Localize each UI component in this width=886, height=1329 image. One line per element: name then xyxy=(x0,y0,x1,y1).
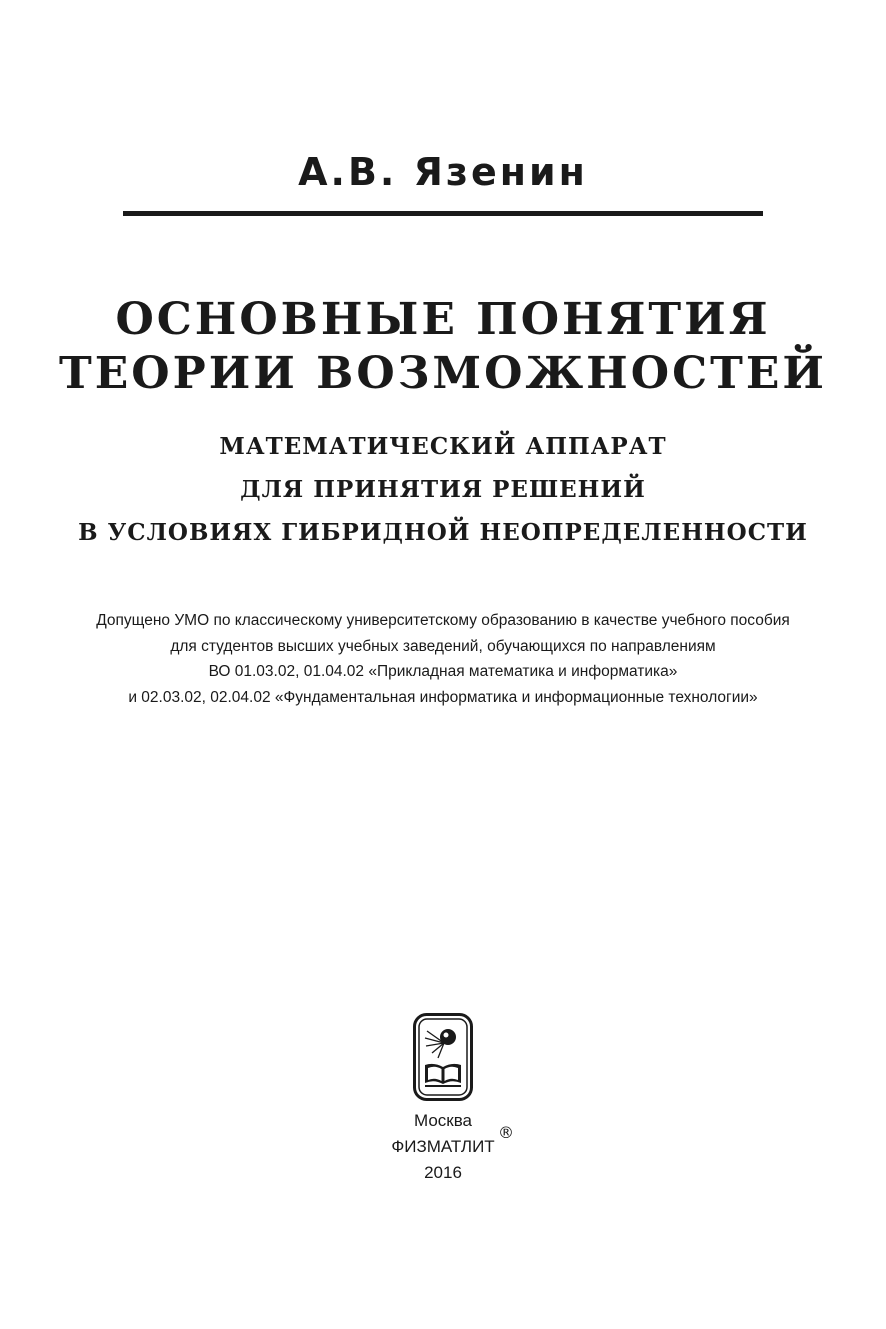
publisher-city: Москва xyxy=(413,1111,473,1130)
approval-line-3: ВО 01.03.02, 01.04.02 «Прикладная математика и информатика» xyxy=(208,663,678,680)
book-subtitle xyxy=(0,425,886,554)
approval-line-1: Допущено УМО по классическому университетскому образованию в качестве учебного пособия xyxy=(96,612,790,629)
book-subtitle-line-3: В УСЛОВИЯХ ГИБРИДНОЙ НЕОПРЕДЕЛЕННОСТИ xyxy=(78,519,808,546)
book-subtitle-line-2: ДЛЯ ПРИНЯТИЯ РЕШЕНИЙ xyxy=(240,476,646,503)
book-title-line-1: ОСНОВНЫЕ ПОНЯТИЯ xyxy=(115,294,771,345)
publication-year: 2016 xyxy=(424,1163,462,1182)
approval-statement xyxy=(0,608,886,710)
book-title-line-2: ТЕОРИИ ВОЗМОЖНОСТЕЙ xyxy=(59,348,827,399)
approval-line-2: для студентов высших учебных заведений, обучающихся по направлениям xyxy=(170,637,716,655)
book-subtitle-line-1: МАТЕМАТИЧЕСКИЙ АППАРАТ xyxy=(219,433,667,460)
publisher-imprint xyxy=(0,1108,886,1186)
book-title xyxy=(0,293,886,401)
publisher-name: ФИЗМАТЛИТ xyxy=(391,1137,495,1156)
author-name: А.В. Язенин xyxy=(298,150,588,194)
approval-line-4: и 02.03.02, 02.04.02 «Фундаментальная информатика и информационные технологии» xyxy=(128,688,758,706)
publisher-logo-icon xyxy=(413,1013,473,1101)
registered-mark: ® xyxy=(498,1123,514,1142)
title-divider xyxy=(123,211,763,216)
